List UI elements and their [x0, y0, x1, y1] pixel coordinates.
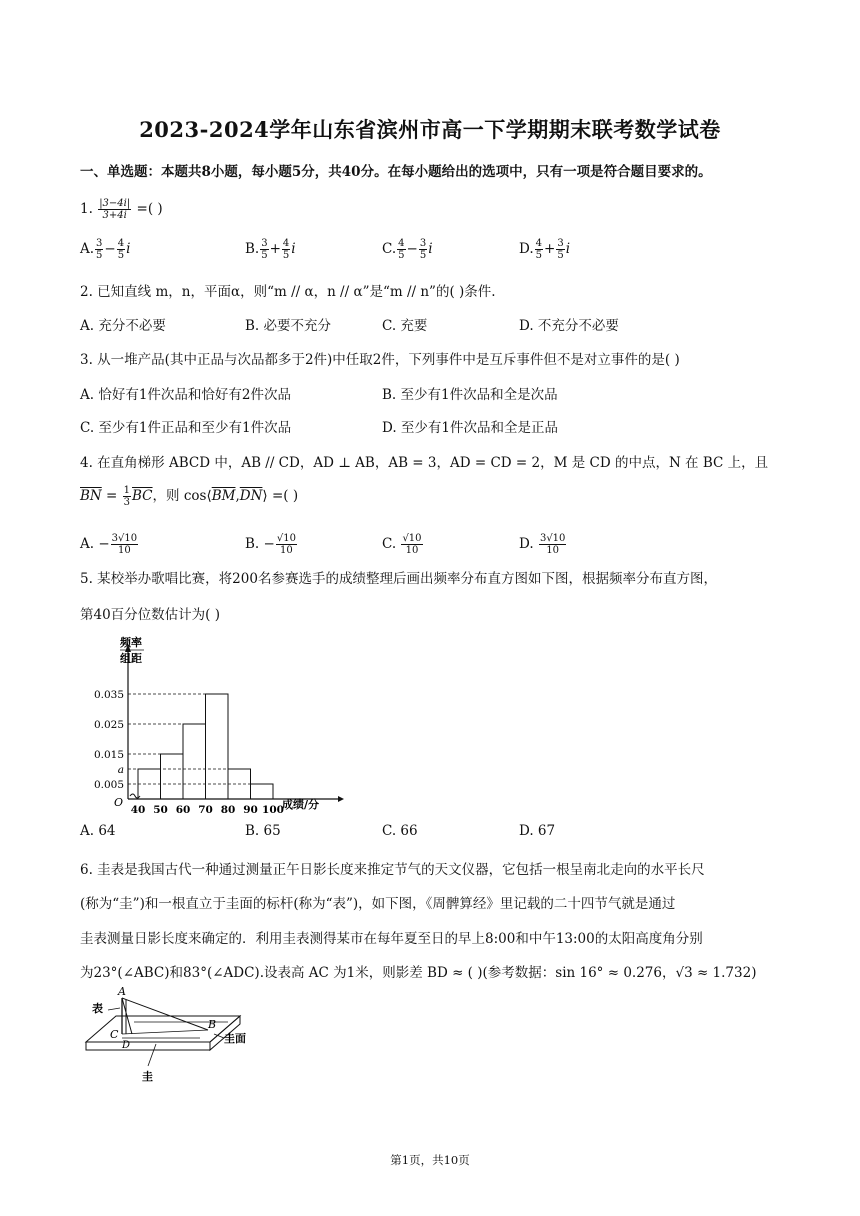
- question-4-option-b: B. − $\frac{√10}{10}$: [245, 533, 296, 556]
- question-3-option-b: B. 至少有1件次品和全是次品: [382, 387, 558, 403]
- question-3-option-a: A. 恰好有1件次品和恰好有2件次品: [80, 387, 292, 403]
- histogram-bar-90-100: [251, 784, 274, 799]
- question-5-option-a: A. 64: [80, 823, 116, 839]
- label-biao: 表: [92, 1002, 103, 1015]
- question-1-option-d: D. $\frac{4}{5}$ + $\frac{3}{5}$ i: [519, 238, 571, 261]
- question-4-option-c: C. $\frac{√10}{10}$: [382, 533, 422, 556]
- question-6-line2: (称为“圭”)和一根直立于圭面的标杆(称为“表”)，如下图，《周髀算经》里记载的二十四节气就是通过: [80, 896, 676, 912]
- label-d: D: [122, 1040, 131, 1051]
- question-3-option-c: C. 至少有1件正品和至少有1件次品: [80, 420, 292, 436]
- frequency-histogram: [76, 632, 346, 816]
- label-gui: 圭: [142, 1070, 153, 1083]
- question-5-stem-line1: 5. 某校举办歌唱比赛，将200名参赛选手的成绩整理后画出频率分布直方图如下图，根据频率分布直方图，: [80, 571, 717, 587]
- x-axis-arrow: [338, 796, 344, 802]
- x-tick-label-60: 60: [175, 804, 191, 816]
- x-tick-label-70: 70: [198, 804, 213, 816]
- question-2-option-d: D. 不充分不必要: [519, 318, 619, 334]
- biao-pointer-line: [108, 1008, 120, 1010]
- label-c: C: [110, 1028, 119, 1041]
- histogram-bar-50-60: [161, 754, 184, 799]
- question-1-option-c: C. $\frac{4}{5}$ − $\frac{3}{5}$ i: [382, 238, 433, 261]
- question-3-option-d: D. 至少有1件次品和全是正品: [382, 420, 559, 436]
- label-b: B: [208, 1018, 217, 1031]
- histogram-bar-60-70: [183, 724, 206, 799]
- question-5-stem-line2: 第40百分位数估计为( ): [80, 607, 221, 623]
- y-tick-label-0: 0.035: [93, 689, 124, 701]
- question-2-option-b: B. 必要不充分: [245, 318, 332, 334]
- page-footer: 第1页，共10页: [390, 1153, 470, 1167]
- label-guimian: 圭面: [224, 1032, 246, 1045]
- y-tick-label-3: a: [117, 764, 124, 776]
- histogram-bar-70-80: [206, 694, 229, 799]
- gui-slab-front: [86, 1042, 210, 1050]
- exam-title: 2023-2024学年山东省滨州市高一下学期期末联考数学试卷: [139, 117, 721, 142]
- x-tick-label-100: 100: [262, 804, 284, 816]
- gnomon-figure: [78, 986, 278, 1090]
- question-3-stem: 3. 从一堆产品(其中正品与次品都多于2件)中任取2件，下列事件中是互斥事件但不是对立事件的是( ): [80, 352, 680, 368]
- y-axis-label-bottom: 组距: [120, 652, 142, 665]
- x-tick-label-40: 40: [130, 804, 146, 816]
- question-6-line1: 6. 圭表是我国古代一种通过测量正午日影长度来推定节气的天文仪器，它包括一根呈南北走向的水平长尺: [80, 862, 705, 878]
- question-5-option-c: C. 66: [382, 823, 418, 839]
- question-1-stem: 1. $\frac{|3-4i|}{3+4i}$ =( ): [80, 198, 163, 221]
- y-axis-label-top: 频率: [120, 636, 142, 649]
- x-tick-label-50: 50: [153, 804, 168, 816]
- question-1-option-a: A. $\frac{3}{5}$ − $\frac{4}{5}$ i: [80, 238, 131, 261]
- shadow-line-cb: [122, 1030, 208, 1034]
- x-axis-label: 成绩/分: [282, 798, 320, 811]
- question-5-option-d: D. 67: [519, 823, 556, 839]
- x-tick-label-80: 80: [220, 804, 236, 816]
- gui-pointer-line: [148, 1044, 156, 1066]
- question-4-option-a: A. − $\frac{3√10}{10}$: [80, 533, 138, 556]
- y-tick-label-2: 0.015: [93, 749, 124, 761]
- question-4-option-d: D. $\frac{3√10}{10}$: [519, 533, 566, 556]
- origin-label: O: [114, 796, 124, 809]
- question-6-line3: 圭表测量日影长度来确定的．利用圭表测得某市在每年夏至日的早上8:00和中午13:00的太阳高度角分别: [80, 931, 703, 947]
- x-tick-label-90: 90: [243, 804, 258, 816]
- question-6-line4: 为23°(∠ABC)和83°(∠ADC).设表高 AC 为1米，则影差 BD ≈ ( )(参考数据：sin 16° ≈ 0.276，√3 ≈ 1.732): [80, 965, 757, 981]
- ray-ab: [122, 998, 208, 1030]
- question-4-stem-line1: 4. 在直角梯形 ABCD 中，AB // CD，AD ⊥ AB，AB = 3，AD = CD = 2，M 是 CD 的中点，N 在 BC 上，且: [80, 455, 769, 471]
- y-tick-label-4: 0.005: [93, 779, 124, 791]
- question-2-stem: 2. 已知直线 m，n，平面α，则“m // α，n // α”是“m // n”的( )条件.: [80, 284, 496, 300]
- section-heading: 一、单选题：本题共8小题，每小题5分，共40分。在每小题给出的选项中，只有一项是符合题目要求的。: [80, 164, 712, 180]
- question-2-option-a: A. 充分不必要: [80, 318, 166, 334]
- question-2-option-c: C. 充要: [382, 318, 428, 334]
- question-5-option-b: B. 65: [245, 823, 281, 839]
- question-1-option-b: B. $\frac{3}{5}$ + $\frac{4}{5}$ i: [245, 238, 296, 261]
- y-tick-label-1: 0.025: [93, 719, 124, 731]
- label-a: A: [118, 986, 126, 998]
- question-4-stem-line2: $\overline{BN}$ = $\frac{1}{3}$ $\overline{BC}$，则 $\cos⟨\overline{BM},\overline{DN}⟩$ =( ): [80, 485, 299, 508]
